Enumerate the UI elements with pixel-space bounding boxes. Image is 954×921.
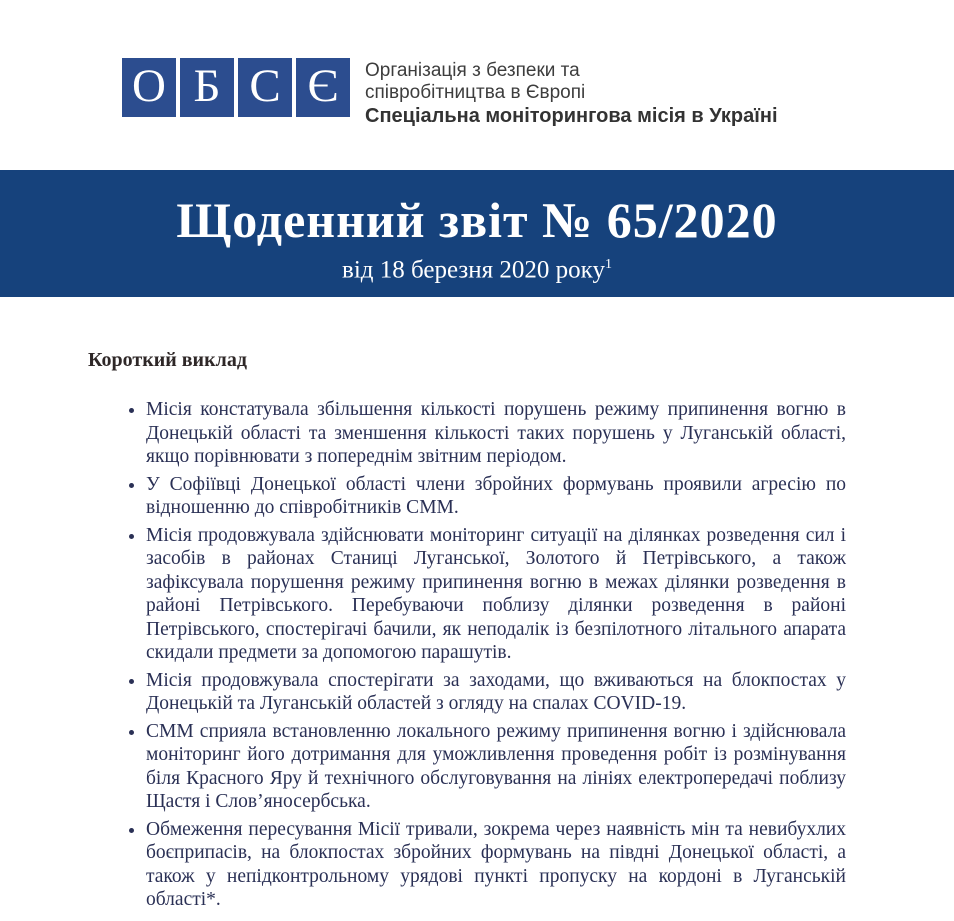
osce-logo-letter: О bbox=[132, 60, 166, 112]
osce-logo-letter: Б bbox=[193, 60, 221, 112]
osce-logo bbox=[122, 58, 350, 117]
report-title-banner bbox=[0, 170, 954, 297]
summary-bullet-list bbox=[122, 398, 846, 912]
report-date bbox=[0, 251, 954, 283]
summary-bullet: • Місія продовжувала спостерігати за заходами, що вживаються на блокпостах у Донецькій та Луганській областей з огляду на спалах COVID-19. bbox=[146, 669, 846, 716]
osce-logo-square bbox=[238, 58, 292, 117]
footnote-marker: 1 bbox=[604, 257, 612, 272]
report-date-text: від 18 березня 2020 року bbox=[342, 256, 605, 284]
report-title: Щоденний звіт № 65/2020 bbox=[176, 192, 778, 248]
mission-name: Спеціальна моніторингова місія в Україні bbox=[365, 105, 778, 127]
summary-bullet: • Обмеження пересування Місії тривали, зокрема через наявність мін та невибухлих боєприпасів, на блокпостах збройних формувань на півдні Донецької області, а також у непідконтрольному урядові пункті пропуску на кордоні в Луганській області*. bbox=[146, 818, 846, 912]
osce-logo-square bbox=[122, 58, 176, 117]
summary-bullet: • У Софіївці Донецької області члени збройних формувань проявили агресію по відношенню до співробітників СММ. bbox=[146, 473, 846, 520]
report-body bbox=[0, 297, 954, 916]
osce-logo-square bbox=[296, 58, 350, 117]
osce-logo-square bbox=[180, 58, 234, 117]
summary-bullet: • СММ сприяла встановленню локального режиму припинення вогню і здійснювала моніторинг його дотримання для уможливлення проведення робіт із розмінування біля Красного Яру й технічного обслуговування на лініях електропередачі поблизу Щастя і Слов’яносербська. bbox=[146, 720, 846, 814]
summary-bullet: • Місія продовжувала здійснювати моніторинг ситуації на ділянках розведення сил і засобів в районах Станиці Луганської, Золотого й Петрівського, а також зафіксувала порушення режиму припинення вогню в межах ділянки розведення в районі Петрівського. Перебуваючи поблизу ділянки розведення в районі Петрівського, спостерігачі бачили, як неподалік із безпілотного літального апарата скидали предмети за допомогою парашутів. bbox=[146, 524, 846, 665]
summary-bullet: • Місія констатувала збільшення кількості порушень режиму припинення вогню в Донецькій області та зменшення кількості таких порушень у Луганській області, якщо порівнювати з попереднім звітним періодом. bbox=[146, 398, 846, 469]
osce-logo-letter: С bbox=[249, 60, 281, 112]
org-name-line-2: співробітництва в Європі bbox=[365, 82, 586, 103]
osce-logo-letter: Є bbox=[307, 60, 339, 112]
summary-heading: Короткий виклад bbox=[88, 349, 247, 371]
osce-header bbox=[0, 0, 954, 128]
osce-org-name bbox=[365, 58, 778, 128]
org-name-line-1: Організація з безпеки та bbox=[365, 60, 580, 81]
